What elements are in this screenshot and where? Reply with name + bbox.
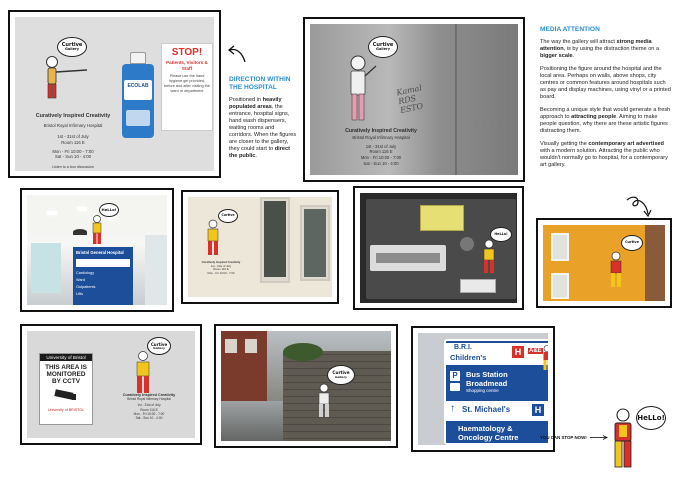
- cartoon-figure: [609, 251, 623, 289]
- media-paragraph-2: Positioning the figure around the hospital and the local area. Perhaps on walls, above shops, city centres or common features around hospitals such as pay and display machines, using vinyl or a printed board.: [540, 66, 671, 100]
- photo-yellow-building: [536, 218, 672, 308]
- poster-room: Room 116 E: [61, 139, 85, 145]
- cartoon-figure: [542, 345, 548, 371]
- photo-cctv-sign: [20, 324, 202, 445]
- sign-row-bus: P Bus Station Broadmead Shopping centre: [446, 369, 548, 397]
- sign-row-haematology: Haematology & Oncology Centre: [458, 424, 519, 442]
- photo-poster-hand-gel: [8, 10, 221, 178]
- direction-heading-line1: DIRECTION WITHIN: [229, 76, 291, 83]
- cctv-sign: [39, 353, 93, 425]
- arrow-down-icon: [624, 196, 654, 220]
- sign-row-bri: B.R.I. Children's H A&E: [446, 343, 548, 365]
- photo-room-windows: [181, 190, 339, 304]
- speech-bubble: [57, 37, 87, 57]
- media-paragraph-3: Becoming a unique style that would generate a fresh approach to attracting people. Aiming to make people question, why there are these artistic figures distracting them.: [540, 107, 671, 134]
- cctv-org: University of Bristol: [40, 354, 92, 361]
- camera-icon: [51, 388, 81, 402]
- hand-gel-dispenser: [119, 52, 157, 140]
- poster-hours1: Mon - Fri 10:00 - 7:00: [52, 148, 94, 154]
- poster-hours2: Sat - Sun 10 - 4:00: [54, 154, 92, 160]
- cartoon-figure-large: [612, 408, 638, 470]
- graffiti-text: Kamal RDS ESTO: [395, 83, 424, 116]
- stop-body: Please use the hand hygiene gel provided, before and after visiting the ward or department: [164, 74, 210, 93]
- hello-speech-bubble: HeLLo!: [636, 406, 666, 430]
- arrow-up-icon: ↑: [450, 403, 455, 414]
- footer-caption: YOU CAN STOP NOW!: [540, 435, 608, 440]
- direction-paragraph: Positioned in heavily populated areas, the entrance, hospital signs, hand wash dispensers, waiting rooms and corridors. When the figures are closer to the gallery, they could start to direct the public.: [229, 97, 297, 159]
- parking-icon: P: [450, 371, 460, 381]
- arrow-right-icon: [590, 435, 608, 440]
- direction-copy: [229, 76, 297, 166]
- bubble-sub-text: Gallery: [64, 46, 79, 51]
- poster-text: [23, 113, 123, 170]
- speech-bubble: HeLLo!: [490, 227, 512, 242]
- hospital-h-icon: H: [512, 346, 524, 358]
- stop-sign: [161, 43, 213, 131]
- speech-bubble: Curtive Gallery: [327, 365, 355, 385]
- media-paragraph-4: Visually getting the contemporary art advertised with a modern solution. Attracting the public who wouldn't normally go to hospital, for a contemporary art gallery.: [540, 141, 668, 168]
- cctv-line-1: THIS AREA IS: [45, 364, 87, 371]
- photo-street-sign: [411, 326, 555, 452]
- poster-text: Curatively Inspired Creativity Bristol Royal Infirmary Hospital 1st - 31st of July Room 116 E Mon - Fri 10:00 - 7:00 Sat - Sun 10 - 4:00: [345, 128, 417, 166]
- photo-concrete-wall: [303, 17, 525, 182]
- media-heading: MEDIA ATTENTION: [540, 26, 600, 33]
- hospital-sign-title: Bristol General Hospital: [76, 250, 124, 255]
- cctv-line-3: BY CCTV: [52, 378, 80, 385]
- speech-bubble: Curtive: [218, 209, 238, 223]
- photo-hospital-corridor: [20, 188, 174, 312]
- poster-text: Curatively Inspired Creativity 1st - 31st of July Room 116 E Mon - Fri 10:00 - 7:00: [201, 260, 241, 275]
- speech-bubble: Curtive Gallery: [147, 337, 171, 355]
- photo-pay-display-machine: [353, 186, 524, 310]
- hospital-directory-sign: Bristol General Hospital Cardiology Ward Outpatients Lifts: [73, 247, 133, 305]
- cartoon-figure: [206, 219, 220, 257]
- gel-brand-label: ECOLAB: [127, 83, 149, 89]
- cartoon-figure: [91, 215, 103, 245]
- speech-bubble: HeLLo!: [99, 203, 119, 217]
- direction-heading-line2: THE HOSPITAL: [229, 84, 277, 91]
- media-attention-copy: [540, 26, 672, 175]
- media-paragraph-1: The way the gallery will attract strong media attention, is by using the distraction theme on a bigger scale.: [540, 39, 660, 59]
- cartoon-figure: [135, 351, 151, 395]
- stop-title: STOP!: [171, 47, 203, 58]
- bus-icon: [450, 383, 460, 391]
- cctv-line-2: MONITORED: [46, 371, 86, 378]
- cartoon-figure: [482, 239, 496, 275]
- direction-heading: [229, 76, 297, 92]
- street-direction-sign: [444, 339, 548, 445]
- poster-sub: Listen to a tour discussion: [52, 165, 94, 170]
- bubble-main-text: Curtive: [61, 41, 83, 48]
- poster-org: Curatively Inspired Creativity: [35, 113, 111, 119]
- cartoon-figure: [43, 55, 91, 101]
- speech-bubble: Curtive: [621, 235, 643, 251]
- poster-venue: Bristol Royal Infirmary Hospital: [43, 123, 103, 129]
- stop-subtitle: Patients, Visitors & Staff: [166, 60, 208, 71]
- poster-text: Curatively Inspired Creativity Bristol Royal Infirmary Hospital 1st - 31st of July Room 116 E Mon - Fri 10:00 - 7:00 Sat - Sun 10 - 4:00: [122, 393, 176, 421]
- cctv-footer: University of BRISTOL: [47, 408, 85, 412]
- cartoon-figure: [317, 383, 331, 419]
- photo-stone-wall-street: [214, 324, 398, 448]
- cartoon-figure: [344, 54, 378, 126]
- sign-row-michaels: ↑ St. Michael's H: [446, 401, 548, 421]
- poster-dates: 1st - 31st of July: [57, 134, 89, 140]
- speech-bubble: Curtive Gallery: [368, 36, 398, 58]
- arrow-left-icon: [226, 44, 248, 66]
